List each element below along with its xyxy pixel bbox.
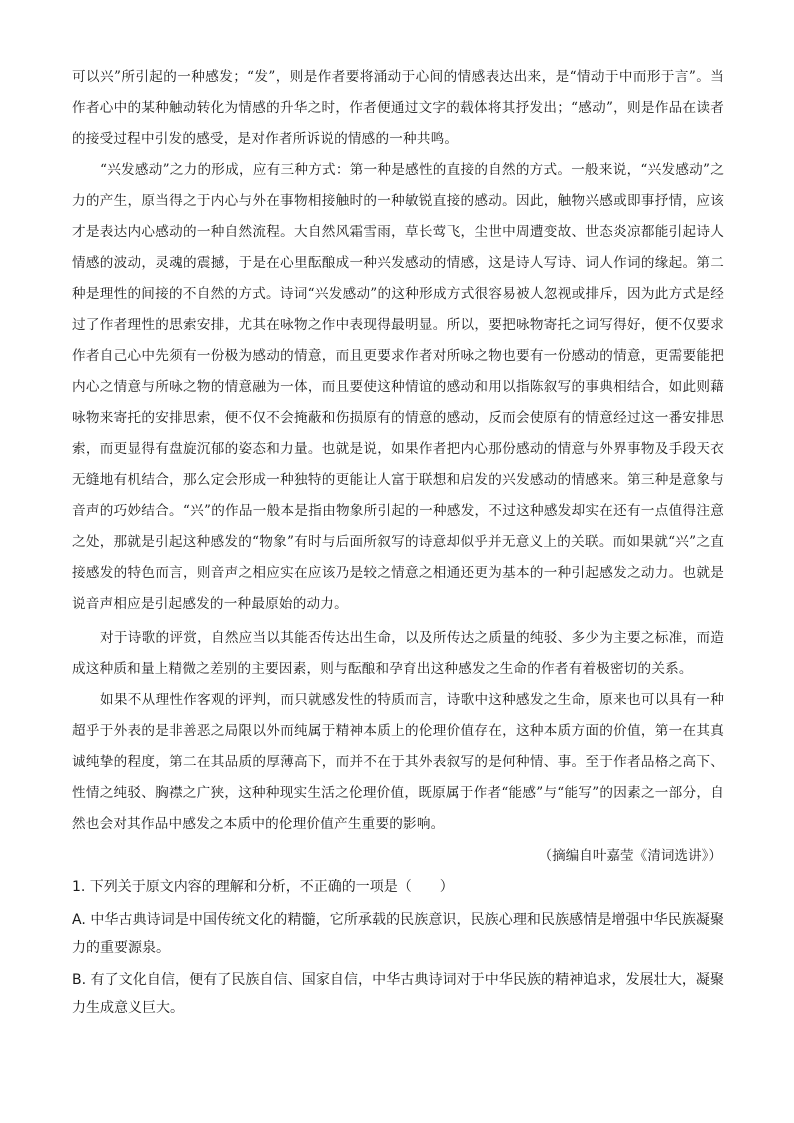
passage-paragraph: “兴发感动”之力的形成，应有三种方式：第一种是感性的直接的自然的方式。一般来说，“兴发感动”之力的产生，原当得之于内心与外在事物相接触时的一种敏锐直接的感动。因此，触物兴感或即事抒情，应该才是表达内心感动的一种自然流程。大自然风霜雪雨，草长莺飞，尘世中周遭变故、世态炎凉都能引起诗人情感的波动，灵魂的震撼，于是在心里酝酿成一种兴发感动的情感，这是诗人写诗、词人作词的缘起。第二种是理性的间接的不自然的方式。诗词“兴发感动”的这种形成方式很容易被人忽视或排斥，因为此方式是经过了作者理性的思索安排，尤其在咏物之作中表现得最明显。所以，要把咏物寄托之词写得好，便不仅要求作者自己心中先须有一份极为感动的情意，而且更要求作者对所咏之物也要有一份感动的情意，更需要能把内心之情意与所咏之物的情意融为一体，而且要使这种情谊的感动和用以指陈叙写的事典相结合，如此则藉咏物来寄托的安排思索，便不仅不会掩蔽和伤损原有的情意的感动，反而会使原有的情意经过这一番安排思索，而更显得有盘旋沉郁的姿态和力量。也就是说，如果作者把内心那份感动的情意与外界事物及手段天衣无缝地有机结合，那么定会形成一种独特的更能让人富于联想和启发的兴发感动的情感来。第三种是意象与音声的巧妙结合。“兴”的作品一般本是指由物象所引起的一种感发，不过这种感发却实在还有一点值得注意之处，那就是引起这种感发的“物象”有时与后面所叙写的诗意却似乎并无意义上的关联。而如果就“兴”之直接感发的特色而言，则音声之相应实在应该乃是较之情意之相通还更为基本的一种引起感发之动力。也就是说音声相应是引起感发的一种最原始的动力。 <box>72 162 724 612</box>
passage-paragraph: 如果不从理性作客观的评判，而只就感发性的特质而言，诗歌中这种感发之生命，原来也可以具有一种超乎于外表的是非善恶之局限以外而纯属于精神本质上的伦理价值存在，这种本质方面的价值，第一在其真诚纯挚的程度，第二在其品质的厚薄高下，而并不在于其外表叙写的是何种情、事。至于作者品格之高下、性情之纯驳、胸襟之广狭，这种种现实生活之伦理价值，既原属于作者“能感”与“能写”的因素之一部分，自然也会对其作品中感发之本质中的伦理价值产生重要的影响。 <box>72 692 724 832</box>
passage-paragraph: 可以兴”所引起的一种感发；“发”，则是作者要将涌动于心间的情感表达出来，是“情动于中而形于言”。当作者心中的某种触动转化为情感的升华之时，作者便通过文字的载体将其抒发出；“感动”，则是作品在读者的接受过程中引发的感受，是对作者所诉说的情感的一种共鸣。 <box>72 69 724 147</box>
passage-paragraph: 对于诗歌的评赏，自然应当以其能否传达出生命，以及所传达之质量的纯驳、多少为主要之标准，而造成这种质和量上精微之差别的主要因素，则与酝酿和孕育出这种感发之生命的作者有着极密切的关系。 <box>72 630 724 677</box>
source-citation: （摘编自叶嘉莹《清词选讲》） <box>538 848 722 864</box>
option-b: B. 有了文化自信，便有了民族自信、国家自信，中华古典诗词对于中华民族的精神追求，发展壮大，凝聚力生成意义巨大。 <box>72 972 724 1016</box>
question-stem: 1. 下列关于原文内容的理解和分析，不正确的一项是（ ） <box>72 879 454 895</box>
option-a: A. 中华古典诗词是中国传统文化的精髓，它所承载的民族意识，民族心理和民族感情是增强中华民族凝聚力的重要源泉。 <box>72 912 724 956</box>
